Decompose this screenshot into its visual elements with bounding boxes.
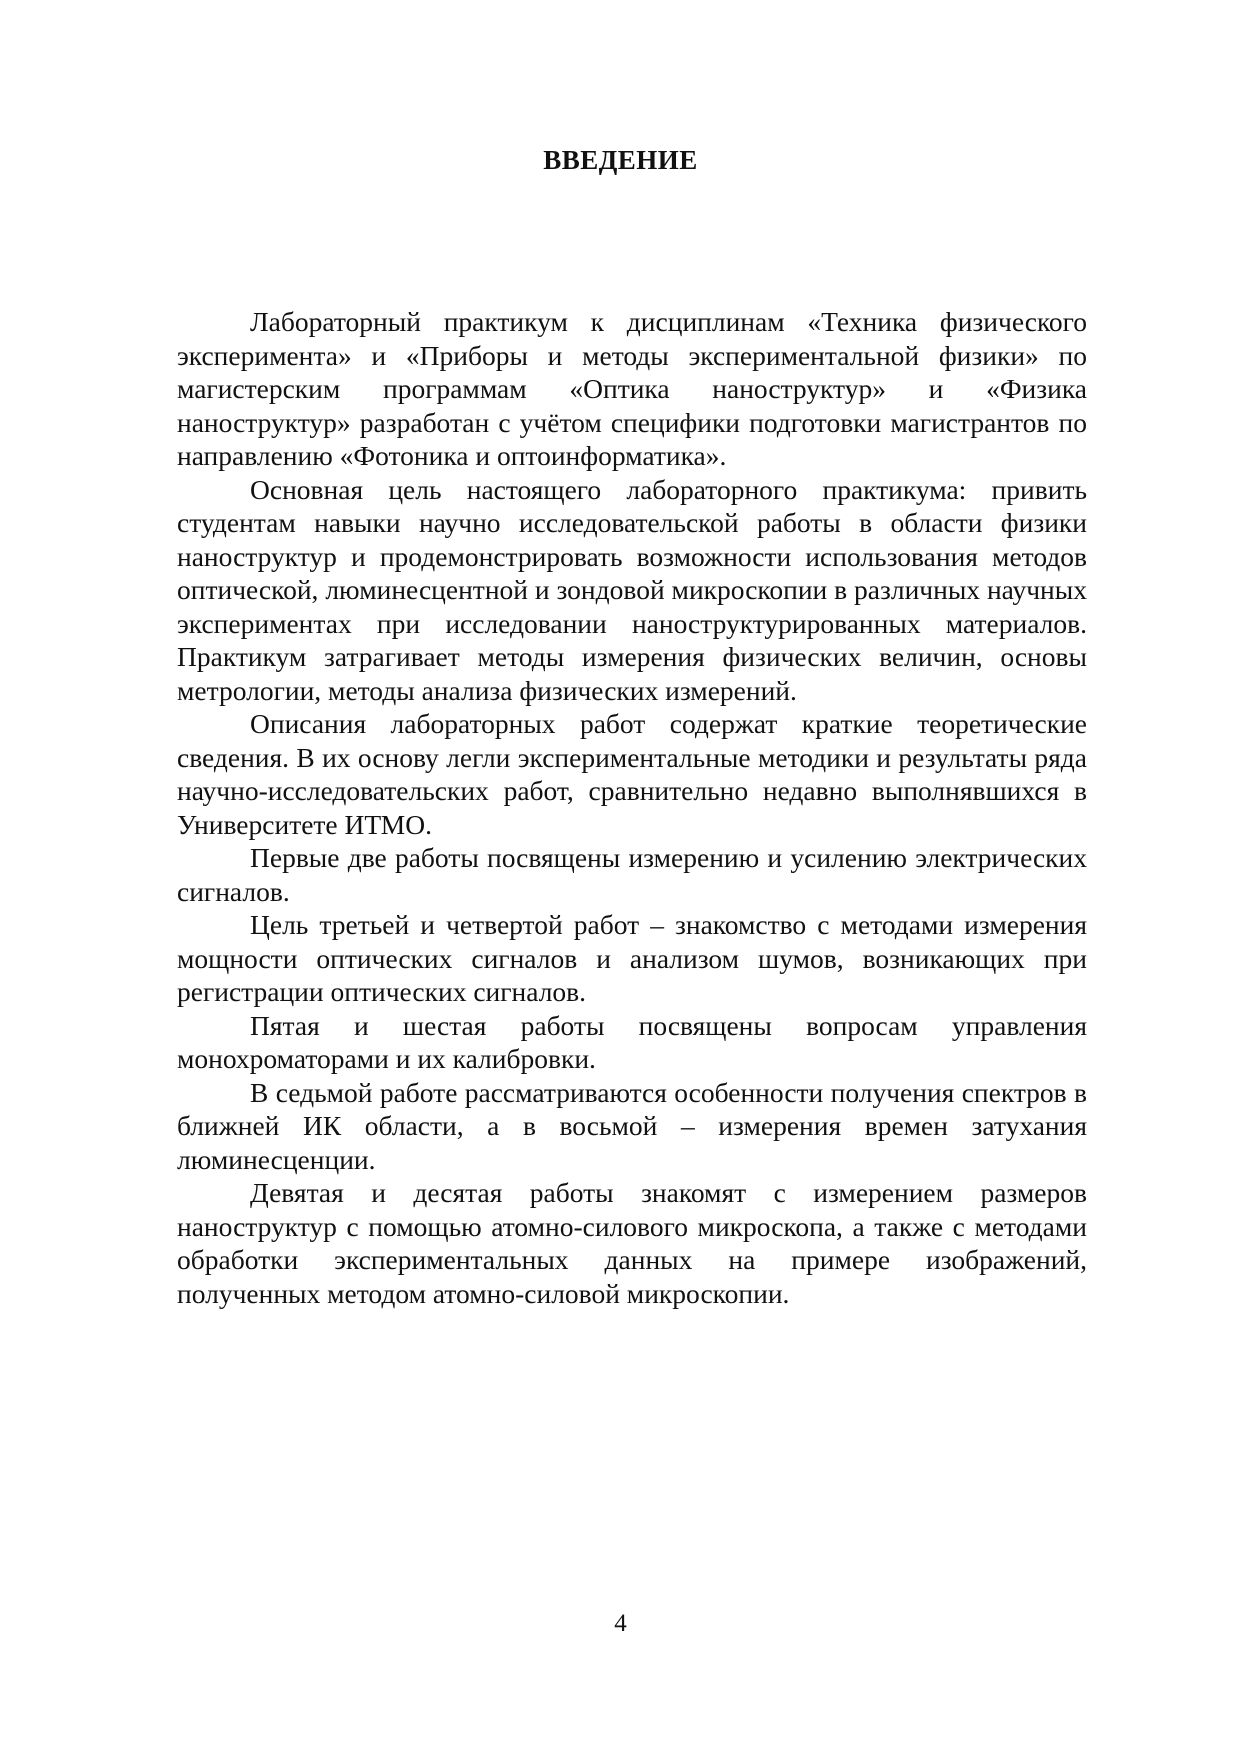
paragraph-7: В седьмой работе рассматриваются особенности получения спектров в ближней ИК области, а в восьмой – измерения времен затухания люминесценции.	[177, 1076, 1087, 1175]
page-title: ВВЕДЕНИЕ	[543, 145, 698, 175]
paragraph-3: Описания лабораторных работ содержат краткие теоретические сведения. В их основу легли экспериментальные методики и результаты ряда научно-исследовательских работ, сравнительно недавно выполнявшихся в Университете ИТМО.	[177, 708, 1087, 840]
page-number: 4	[614, 1610, 627, 1637]
paragraph-1: Лабораторный практикум к дисциплинам «Техника физического эксперимента» и «Приборы и методы экспериментальной физики» по магистерским программам «Оптика наноструктур» и «Физика наноструктур» разработан с учётом специфики подготовки магистрантов по направлению «Фотоника и оптоинформатика».	[177, 306, 1087, 471]
paragraph-2: Основная цель настоящего лабораторного практикума: привить студентам навыки научно исследовательской работы в области физики наноструктур и продемонстрировать возможности использования методов оптической, люминесцентной и зондовой микроскопии в различных научных экспериментах при исследовании наноструктурированных материалов. Практикум затрагивает методы измерения физических величин, основы метрологии, методы анализа физических измерений.	[177, 473, 1087, 706]
body-text	[177, 305, 1087, 1310]
paragraph-5: Цель третьей и четвертой работ – знакомство с методами измерения мощности оптических сигналов и анализом шумов, возникающих при регистрации оптических сигналов.	[177, 909, 1087, 1007]
paragraph-6: Пятая и шестая работы посвящены вопросам управления монохроматорами и их калибровки.	[177, 1009, 1087, 1074]
paragraph-8: Девятая и десятая работы знакомят с измерением размеров наноструктур с помощью атомно-силового микроскопа, а также с методами обработки экспериментальных данных на примере изображений, полученных методом атомно-силовой микроскопии.	[177, 1177, 1087, 1309]
paragraph-4: Первые две работы посвящены измерению и усилению электрических сигналов.	[177, 842, 1087, 907]
